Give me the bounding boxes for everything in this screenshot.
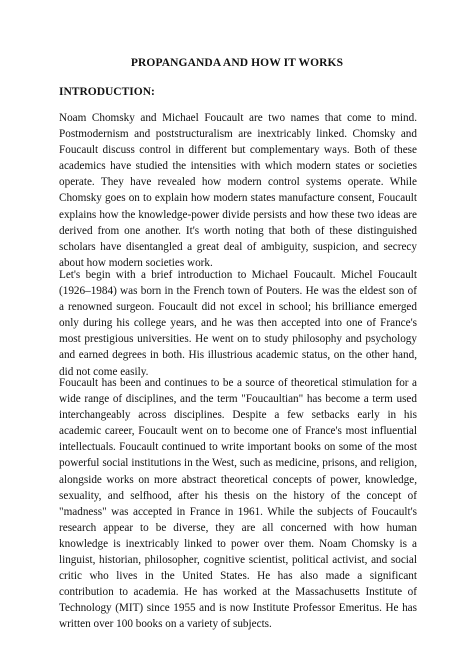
section-heading: INTRODUCTION: bbox=[59, 86, 155, 98]
document-title: PROPANGANDA AND HOW IT WORKS bbox=[130, 57, 344, 69]
paragraph-1: Noam Chomsky and Michael Foucault are two names that come to mind. Postmodernism and poststructuralism are inextricably linked. Chomsky and Foucault discuss control in different but complementary ways. Both of these academics have studied the intensities with which modern states or societies operate. They have revealed how modern control systems operate. While Chomsky goes on to explain how modern states manufacture consent, Foucault explains how the knowledge-power divide persists and how these two ideas are derived from one another. It's worth noting that both of these distinguished scholars have disentangled a great deal of ambiguity, suspicion, and secrecy about how modern societies work. bbox=[59, 112, 417, 269]
paragraph-2: Let's begin with a brief introduction to Michael Foucault. Michel Foucault (1926–1984) was born in the French town of Pouters. He was the eldest son of a renowned surgeon. Foucault did not excel in school; his brilliance emerged only during his college years, and he was then accepted into one of France's most prestigious universities. He went on to study philosophy and psychology and earned degrees in both. His illustrious academic status, on the other hand, did not come easily. bbox=[59, 269, 417, 378]
paragraph-3: Foucault has been and continues to be a source of theoretical stimulation for a wide range of disciplines, and the term "Foucaultian" has become a term used interchangeably across disciplines. Despite a few setbacks early in his academic career, Foucault went on to become one of France's most influential intellectuals. Foucault continued to write important books on some of the most powerful social institutions in the West, such as medicine, prisons, and religion, alongside works on more abstract theoretical concepts of power, knowledge, sexuality, and selfhood, after his thesis on the history of the concept of "madness" was accepted in France in 1961. While the subjects of Foucault's research appear to be diverse, they are all concerned with how human knowledge is inextricably linked to power over them. Noam Chomsky is a linguist, historian, philosopher, cognitive scientist, political activist, and social critic who lives in the United States. He has also made a significant contribution to academia. He has worked at the Massachusetts Institute of Technology (MIT) since 1955 and is now Institute Professor Emeritus. He has written over 100 books on a variety of subjects. bbox=[59, 377, 417, 631]
